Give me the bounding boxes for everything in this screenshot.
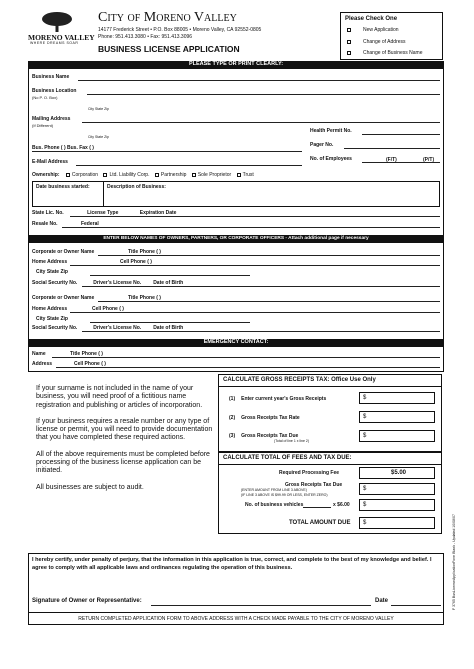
checkbox-icon [347,40,351,44]
notices [36,385,216,492]
owners-bar: ENTER BELOW NAMES OF OWNERS, PARTNERS, OR CORPORATE OFFICERS - Attach additional page if necessary [28,235,444,243]
gross-line-3: (3) Gross Receipts Tax Due [229,433,299,439]
health-permit-label: Health Permit No. [310,128,352,134]
business-location-field[interactable] [87,94,440,95]
ft-label: (F/T) [386,157,397,163]
sig-date-label: Date [375,598,389,604]
health-permit-field[interactable] [362,134,440,135]
own-sole[interactable]: Sole Proprietor [192,172,231,178]
email-field[interactable] [76,165,302,166]
tree-logo-icon [40,11,74,33]
emergency-cell: Cell Phone ( ) [74,361,106,367]
state-lic-row: State Lic. No. License Type Expiration Date [32,210,177,216]
signature-label: Signature of Owner or Representative: [32,598,142,604]
owner1-csz: City State Zip [36,269,68,275]
mailing-field[interactable] [82,122,440,123]
checkbox-icon [155,173,159,177]
mailing-label: Mailing Address [32,116,71,122]
gross-receipts-box [218,374,442,452]
owner1-home-label: Home Address [32,259,68,265]
owner1-ssn-row: Social Security No. Driver's License No. Date of Birth [32,280,184,286]
checkbox-icon [237,173,241,177]
checkbox-icon [192,173,196,177]
owner2-name-label: Corporate or Owner Name [32,295,95,301]
description-label[interactable]: Description of Business: [107,184,166,190]
resale-field[interactable] [62,227,440,228]
vehicles-total[interactable]: $ [359,499,435,511]
owner2-csz-field[interactable] [90,322,250,323]
logo-tagline: WHERE DREAMS SOAR [30,41,79,45]
check-title: Please Check One [345,16,398,22]
owner2-cell: Cell Phone ( ) [92,306,124,312]
owner1-csz-field[interactable] [90,275,250,276]
tax-due-field[interactable]: $ [359,483,435,495]
tax-due-note-1: (ENTER AMOUNT FROM LINE 3 ABOVE) [241,488,307,492]
owner1-title-phone: Title Phone ( ) [128,249,161,255]
owner1-cell: Cell Phone ( ) [120,259,152,265]
owner1-name-label: Corporate or Owner Name [32,249,95,255]
email-label: E-Mail Address [32,159,68,165]
vehicles-rate: x $6.00 [333,502,350,508]
check-one-box [340,12,443,60]
emergency-bar: EMERGENCY CONTACT: [28,339,444,347]
processing-fee-value: $5.00 [359,467,435,479]
emergency-name-label: Name [32,351,46,357]
certification-box [28,553,444,625]
bus-phone-field[interactable] [32,151,302,152]
tax-due-label: Gross Receipts Tax Due [285,482,343,488]
side-note: F 3765 BusLicenseApplicationForm Blank - Updated 10/08/07 [452,514,456,610]
sig-date-field[interactable] [391,605,441,606]
check-address[interactable]: Change of Address [347,39,406,45]
ownership-row: Ownership: Corporation Ltd. Liability Corp. Partnership Sole Proprietor Trust [32,172,254,178]
gross-line-2: (2) Gross Receipts Tax Rate [229,415,300,421]
owner2-home-label: Home Address [32,306,68,312]
description-box [32,181,440,207]
fees-title: CALCULATE TOTAL OF FEES AND TAX DUE: [223,455,352,461]
form-title: BUSINESS LICENSE APPLICATION [98,44,240,54]
check-name[interactable]: Change of Business Name [347,50,422,56]
owner2-name-field[interactable] [98,301,440,302]
pager-field[interactable] [344,148,440,149]
own-corp[interactable]: Corporation [66,172,98,178]
csz-label-1: City State Zip [88,107,110,111]
owner2-ssn-row: Social Security No. Driver's License No. Date of Birth [32,325,184,331]
total-due-field[interactable]: $ [359,517,435,529]
vehicles-field[interactable] [303,507,331,508]
own-llc[interactable]: Ltd. Liability Corp. [103,172,149,178]
own-partner[interactable]: Partnership [155,172,187,178]
owner1-home-field[interactable] [70,265,440,266]
if-different-note: (If Different) [32,123,54,128]
city-address: 14177 Frederick Street • P.O. Box 88005 • Moreno Valley, CA 92552-0805 [98,27,262,33]
business-name-label: Business Name [32,74,70,80]
gross-receipts-input[interactable]: $ [359,392,435,404]
certify-text: I hereby certify, under penalty of perjury, that the information in this application is true, correct, and complete to the best of my knowledge and belief. I agree to comply with all applicable laws and ordinances regulating the operation of this business. [32,557,432,571]
owner2-home-field[interactable] [70,312,440,313]
checkbox-icon [347,51,351,55]
notice-4: All businesses are subject to audit. [36,483,144,491]
checkbox-icon [66,173,70,177]
emergency-title-phone: Title Phone ( ) [70,351,103,357]
no-po-note: (No P. O. Box) [32,95,58,100]
footer-text: RETURN COMPLETED APPLICATION FORM TO ABOVE ADDRESS WITH A CHECK MADE PAYABLE TO THE CITY OF MORENO VALLEY [78,616,394,622]
checkbox-icon [347,28,351,32]
owner2-ssn-field[interactable] [82,331,440,332]
csz-label-2: City State Zip [88,135,110,139]
fees-box [218,452,442,534]
checkbox-icon [103,173,107,177]
owner1-ssn-field[interactable] [82,286,440,287]
owner1-name-field[interactable] [98,255,440,256]
tax-due-note-2: (IF LINE 3 ABOVE IS $99.99 OR LESS, ENTER ZERO) [241,493,328,497]
own-trust[interactable]: Trust [237,172,254,178]
city-phone: Phone: 951.413.3080 • Fax: 951.413.3096 [98,34,193,40]
pt-label: (P/T) [423,157,435,163]
emergency-name-field[interactable] [52,357,440,358]
gross-title: CALCULATE GROSS RECEIPTS TAX: Office Use Only [223,377,376,383]
gross-line-1: (1) Enter current year's Gross Receipts [229,396,327,402]
business-name-field[interactable] [78,80,440,81]
date-started-label[interactable]: Date business started: [36,184,90,190]
gross-line-3-note: (Total of line 1 x line 2) [274,439,310,443]
resale-row: Resale No. Federal [32,221,99,227]
notice-2: If your business requires a resale number or any type of license or permit, you will need to provide documentation that you have completed these required actions. [36,417,213,442]
print-bar: PLEASE TYPE OR PRINT CLEARLY: [28,61,444,69]
processing-fee-label: Required Processing Fee [279,470,340,476]
tax-due-input[interactable]: $ [359,430,435,442]
business-location-label: Business Location [32,88,77,94]
owner2-csz: City State Zip [36,316,68,322]
logo-text: MORENO VALLEY [28,33,95,42]
notice-1: If your surname is not included in the name of your business, you will need proof of a fictitious name registration and publishing or articles of incorporation. [36,385,203,409]
state-lic-field[interactable] [70,216,440,217]
city-name: City of Moreno Valley [98,10,237,25]
vehicles-label: No. of business vehicles [245,502,304,508]
emergency-address-label: Address [32,361,53,367]
pager-label: Pager No. [310,142,334,148]
total-due-label: TOTAL AMOUNT DUE [289,520,351,526]
signature-field[interactable] [151,605,371,606]
bus-phone-label: Bus. Phone ( ) Bus. Fax ( ) [32,145,94,151]
notice-3: All of the above requirements must be completed before processing of the business license application can be initiated. [36,450,210,475]
employees-label: No. of Employees [310,156,352,162]
tax-rate-input[interactable]: $ [359,411,435,423]
emergency-address-field[interactable] [56,367,440,368]
owner2-title-phone: Title Phone ( ) [128,295,161,301]
check-new[interactable]: New Application [347,27,399,33]
